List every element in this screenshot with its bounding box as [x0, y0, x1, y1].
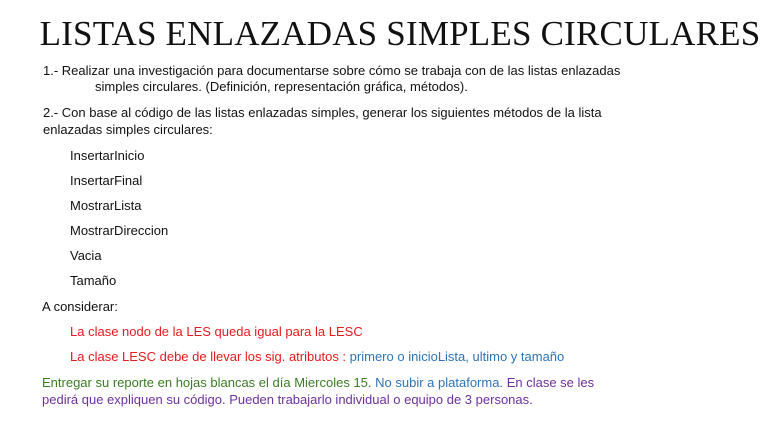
method-tamano: Tamaño	[70, 273, 117, 288]
item2-line1: 2.- Con base al código de las listas enlazadas simples, generar los siguientes métodos de la lista	[43, 105, 602, 120]
consideration-attributes	[70, 349, 564, 365]
item1-line2: simples circulares. (Definición, representación gráfica, métodos).	[95, 79, 468, 94]
footer-deadline: Entregar su reporte en hojas blancas el día Miercoles 15.	[42, 375, 372, 390]
footer-no-upload: No subir a plataforma.	[375, 375, 504, 390]
method-vacia: Vacia	[70, 248, 102, 263]
consideration-attributes-label: La clase LESC debe de llevar los sig. atributos :	[70, 349, 347, 364]
method-mostrar-lista: MostrarLista	[70, 198, 142, 213]
footer-explain-start: En clase se les	[506, 375, 595, 390]
slide-title: LISTAS ENLAZADAS SIMPLES CIRCULARES	[39, 14, 761, 53]
method-mostrar-direccion: MostrarDireccion	[70, 223, 169, 238]
consideration-attributes-list: primero o inicioLista, ultimo y tamaño	[349, 349, 565, 364]
item2-line2: enlazadas simples circulares:	[43, 122, 213, 137]
footer-line2: pedirá que expliquen su código. Pueden trabajarlo individual o equipo de 3 personas.	[42, 392, 533, 407]
item1-line1: 1.- Realizar una investigación para documentarse sobre cómo se trabaja con de las listas enlazadas	[43, 63, 621, 78]
footer-line1	[42, 375, 594, 391]
consider-label: A considerar:	[42, 299, 118, 314]
consideration-node-class: La clase nodo de la LES queda igual para la LESC	[70, 324, 363, 339]
method-insertar-final: InsertarFinal	[70, 173, 143, 188]
method-insertar-inicio: InsertarInicio	[70, 148, 145, 163]
